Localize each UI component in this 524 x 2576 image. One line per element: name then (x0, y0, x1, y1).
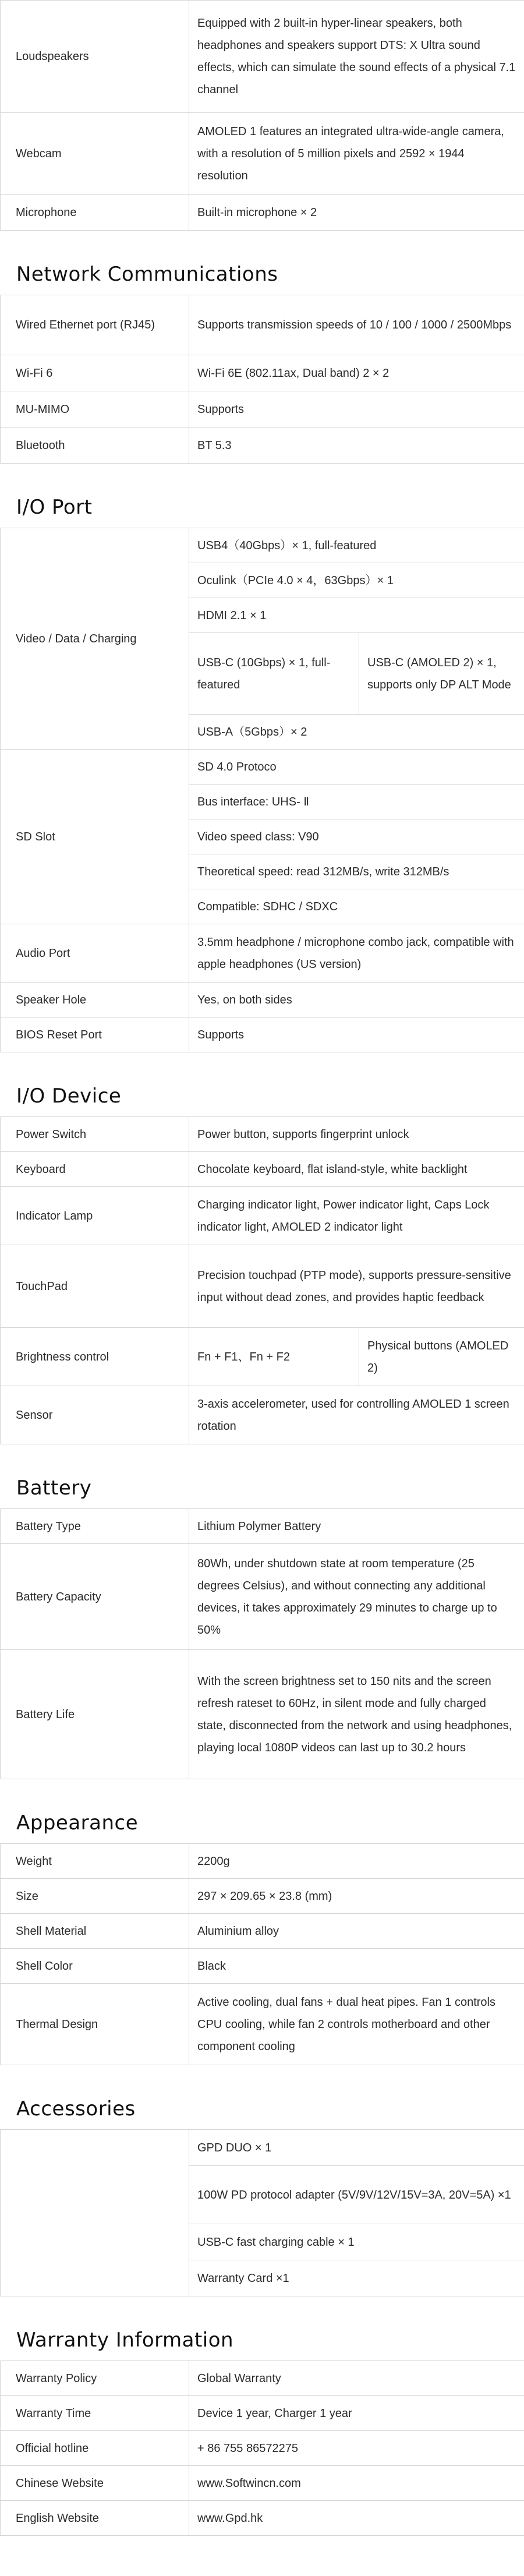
table-row (1, 113, 524, 195)
spec-value: Supports (189, 1017, 524, 1052)
spec-value: Fn + F1、Fn + F2 (189, 1328, 359, 1386)
spec-value: Built-in microphone × 2 (189, 195, 524, 231)
spec-value: Equipped with 2 built-in hyper-linear speakers, both headphones and speakers support DTS: X Ultra sound effects, which can simulate the sound effects of a physical 7.1 channel (189, 1, 524, 113)
spec-label: Warranty Time (1, 2396, 189, 2431)
spec-value: Physical buttons (AMOLED 2) (359, 1328, 524, 1386)
table-row (1, 2501, 524, 2536)
spec-label: Webcam (1, 113, 189, 195)
spec-label: Shell Color (1, 1949, 189, 1984)
table-row (1, 1914, 524, 1949)
spec-value: AMOLED 1 features an integrated ultra-wide-angle camera, with a resolution of 5 million pixels and 2592 × 1944 resolution (189, 113, 524, 195)
table-row (1, 2130, 524, 2166)
spec-value: USB4（40Gbps）× 1, full-featured (189, 528, 524, 563)
spec-value: Yes, on both sides (189, 983, 524, 1017)
io-port-table (0, 528, 524, 1052)
spec-label: Indicator Lamp (1, 1187, 189, 1245)
spec-label-empty (1, 2130, 189, 2296)
spec-label: MU-MIMO (1, 391, 189, 427)
spec-label: Shell Material (1, 1914, 189, 1949)
spec-value: Wi-Fi 6E (802.11ax, Dual band) 2 × 2 (189, 355, 524, 391)
accessory-item: USB-C fast charging cable × 1 (189, 2224, 524, 2260)
table-row (1, 1879, 524, 1914)
spec-label: Video / Data / Charging (1, 528, 189, 750)
spec-value: USB-A（5Gbps）× 2 (189, 715, 524, 750)
table-row (1, 1544, 524, 1650)
spec-label: Weight (1, 1844, 189, 1879)
spec-value: 2200g (189, 1844, 524, 1879)
accessory-item: 100W PD protocol adapter (5V/9V/12V/15V=3A, 20V=5A) ×1 (189, 2166, 524, 2224)
spec-value: Bus interface: UHS- Ⅱ (189, 785, 524, 819)
spec-label: TouchPad (1, 1245, 189, 1328)
spec-label: Sensor (1, 1386, 189, 1444)
chinese-website-link[interactable]: www.Softwincn.com (189, 2466, 524, 2501)
io-device-table (0, 1116, 524, 1444)
spec-value: 3-axis accelerometer, used for controlling AMOLED 1 screen rotation (189, 1386, 524, 1444)
table-row (1, 1509, 524, 1544)
spec-value: Active cooling, dual fans + dual heat pipes. Fan 1 controls CPU cooling, while fan 2 controls motherboard and other component cooling (189, 1984, 524, 2065)
table-row (1, 1949, 524, 1984)
spec-label: Wired Ethernet port (RJ45) (1, 295, 189, 355)
spec-value: Black (189, 1949, 524, 1984)
table-row (1, 195, 524, 231)
spec-label: Battery Life (1, 1650, 189, 1779)
section-title-battery: Battery (16, 1476, 92, 1500)
network-table (0, 295, 524, 464)
spec-value: Precision touchpad (PTP mode), supports pressure-sensitive input without dead zones, and provides haptic feedback (189, 1245, 524, 1328)
table-row (1, 1844, 524, 1879)
spec-label: Keyboard (1, 1152, 189, 1187)
spec-label: Battery Type (1, 1509, 189, 1544)
section-title-io-device: I/O Device (16, 1084, 122, 1108)
table-row (1, 1117, 524, 1152)
table-row (1, 1152, 524, 1187)
table-row (1, 427, 524, 464)
spec-value: USB-C (AMOLED 2) × 1, supports only DP ALT Mode (359, 633, 524, 715)
table-row (1, 1650, 524, 1779)
spec-value: Compatible: SDHC / SDXC (189, 889, 524, 924)
section-title-appearance: Appearance (16, 1811, 139, 1835)
spec-label: Loudspeakers (1, 1, 189, 113)
spec-value: Device 1 year, Charger 1 year (189, 2396, 524, 2431)
spec-label: Bluetooth (1, 427, 189, 464)
warranty-table (0, 2361, 524, 2536)
spec-label: Audio Port (1, 924, 189, 983)
table-row (1, 1187, 524, 1245)
spec-value: Aluminium alloy (189, 1914, 524, 1949)
spec-label: Speaker Hole (1, 983, 189, 1017)
table-row (1, 528, 524, 563)
section-title-network: Network Communications (16, 263, 278, 286)
spec-label: SD Slot (1, 750, 189, 924)
section-title-accessories: Accessories (16, 2097, 136, 2121)
spec-label: English Website (1, 2501, 189, 2536)
table-row (1, 1386, 524, 1444)
spec-value: With the screen brightness set to 150 nits and the screen refresh rateset to 60Hz, in silent mode and fully charged state, disconnected from the network and using headphones, playing local 1080P videos can last up to 30.2 hours (189, 1650, 524, 1779)
accessory-item: GPD DUO × 1 (189, 2130, 524, 2166)
spec-value: Video speed class: V90 (189, 819, 524, 854)
spec-value: Charging indicator light, Power indicator light, Caps Lock indicator light, AMOLED 2 indicator light (189, 1187, 524, 1245)
table-row (1, 2396, 524, 2431)
table-row (1, 1245, 524, 1328)
spec-value: Oculink（PCIe 4.0 × 4，63Gbps）× 1 (189, 563, 524, 598)
spec-label: Chinese Website (1, 2466, 189, 2501)
spec-label: Battery Capacity (1, 1544, 189, 1650)
spec-label: Warranty Policy (1, 2361, 189, 2396)
spec-value: 297 × 209.65 × 23.8 (mm) (189, 1879, 524, 1914)
table-row (1, 983, 524, 1017)
spec-label: Official hotline (1, 2431, 189, 2466)
spec-label: Power Switch (1, 1117, 189, 1152)
hotline-value: + 86 755 86572275 (189, 2431, 524, 2466)
spec-value: Global Warranty (189, 2361, 524, 2396)
table-row (1, 391, 524, 427)
table-row (1, 1017, 524, 1052)
battery-table (0, 1508, 524, 1779)
spec-value: Supports transmission speeds of 10 / 100 / 1000 / 2500Mbps (189, 295, 524, 355)
spec-label: Brightness control (1, 1328, 189, 1386)
spec-value: 80Wh, under shutdown state at room temperature (25 degrees Celsius), and without connecting any additional devices, it takes approximately 29 minutes to charge up to 50% (189, 1544, 524, 1650)
spec-value: 3.5mm headphone / microphone combo jack, compatible with apple headphones (US version) (189, 924, 524, 983)
table-row (1, 2361, 524, 2396)
table-row (1, 355, 524, 391)
spec-label: BIOS Reset Port (1, 1017, 189, 1052)
table-row (1, 2466, 524, 2501)
spec-value: SD 4.0 Protoco (189, 750, 524, 785)
table-row (1, 1984, 524, 2065)
table-row (1, 750, 524, 785)
table-row (1, 1, 524, 113)
spec-value: USB-C (10Gbps) × 1, full-featured (189, 633, 359, 715)
table-row (1, 924, 524, 983)
table-row (1, 1328, 524, 1386)
accessories-table (0, 2129, 524, 2296)
spec-value: Supports (189, 391, 524, 427)
section-title-warranty: Warranty Information (16, 2328, 234, 2352)
table-row (1, 295, 524, 355)
spec-value: Theoretical speed: read 312MB/s, write 312MB/s (189, 854, 524, 889)
accessory-item: Warranty Card ×1 (189, 2260, 524, 2296)
english-website-link[interactable]: www.Gpd.hk (189, 2501, 524, 2536)
spec-value: Power button, supports fingerprint unlock (189, 1117, 524, 1152)
spec-label: Size (1, 1879, 189, 1914)
spec-label: Microphone (1, 195, 189, 231)
table-row (1, 2431, 524, 2466)
spec-value: Lithium Polymer Battery (189, 1509, 524, 1544)
audio-video-table (0, 0, 524, 231)
spec-value: Chocolate keyboard, flat island-style, white backlight (189, 1152, 524, 1187)
appearance-table (0, 1843, 524, 2065)
section-title-io-port: I/O Port (16, 496, 93, 519)
spec-value: BT 5.3 (189, 427, 524, 464)
spec-label: Wi-Fi 6 (1, 355, 189, 391)
spec-label: Thermal Design (1, 1984, 189, 2065)
spec-value: HDMI 2.1 × 1 (189, 598, 524, 633)
